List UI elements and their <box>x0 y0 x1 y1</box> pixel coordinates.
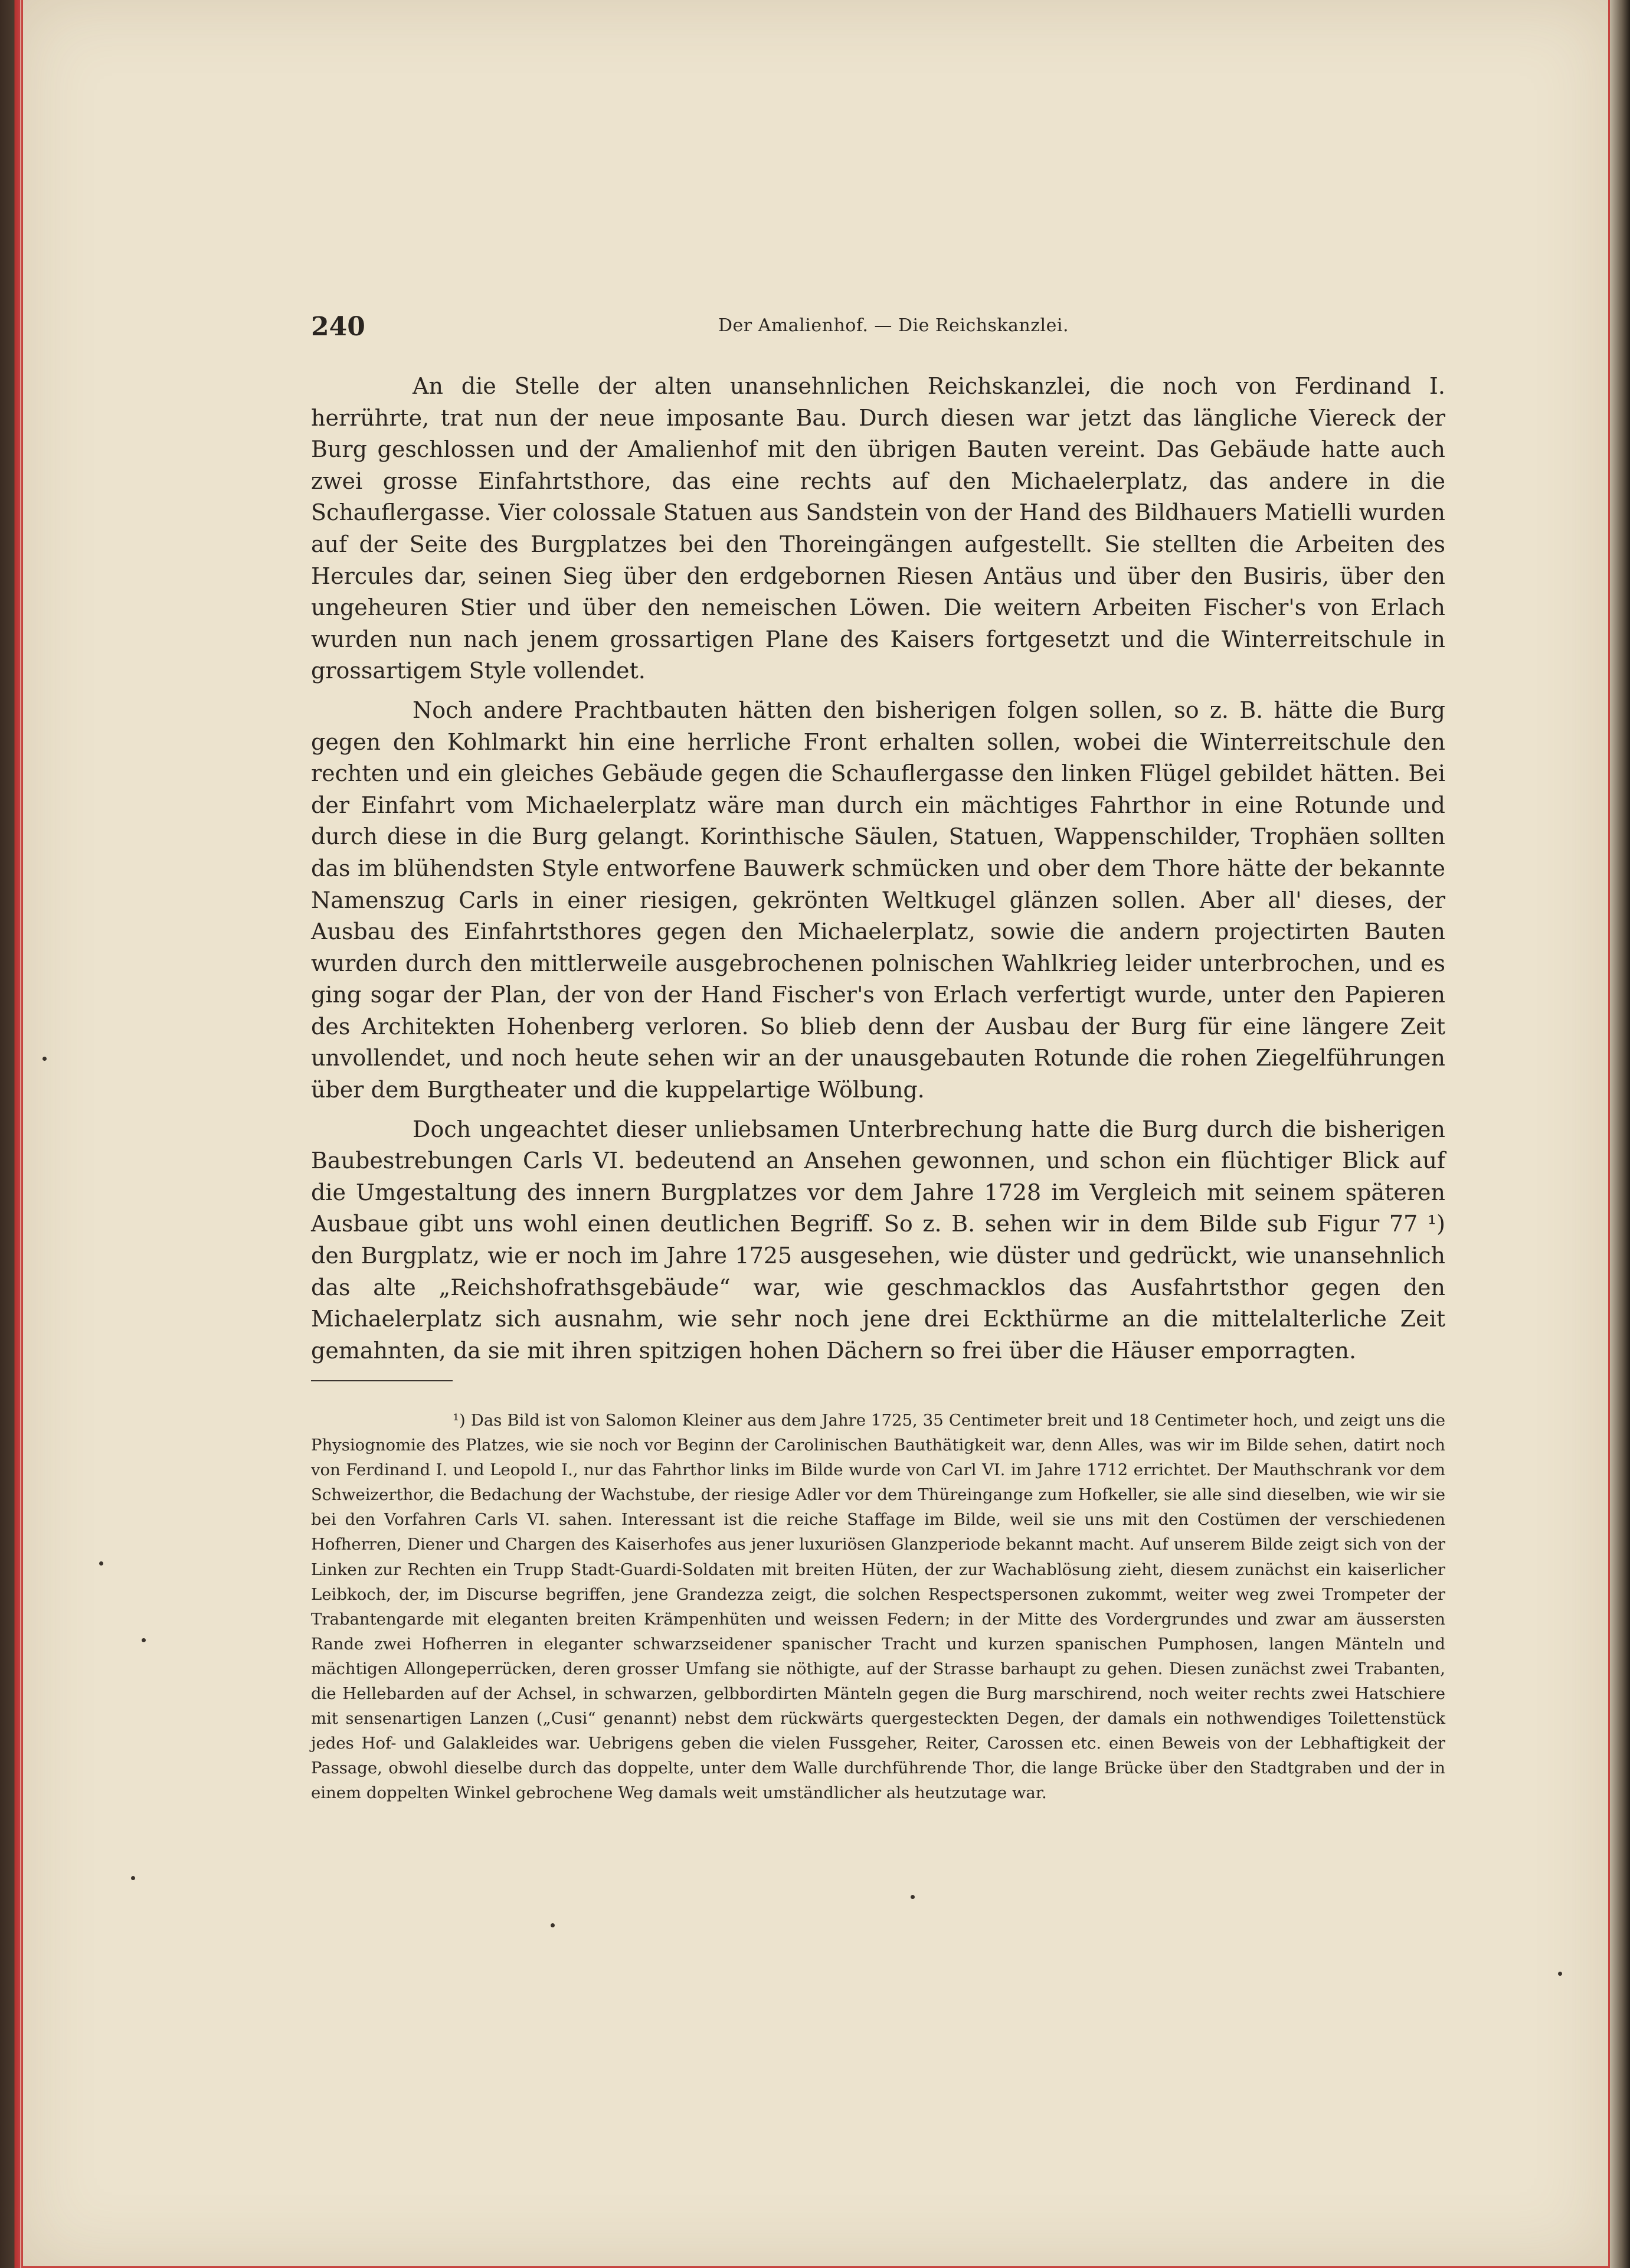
paragraph-2: Noch andere Prachtbauten hätten den bisherigen folgen sollen, so z. B. hätte die Burg gegen den Kohlmarkt hin eine herrliche Front erhalten sollen, wobei die Winterreitschule den rechten und ein gleiches Gebäude gegen die Schauflergasse den linken Flügel gebildet hätten. Bei der Einfahrt vom Michaelerplatz wäre man durch ein mächtiges Fahrthor in eine Rotunde und durch diese in die Burg gelangt. Korinthische Säulen, Statuen, Wappenschilder, Trophäen sollten das im blühendsten Style entworfene Bauwerk schmücken und ober dem Thore hätte der bekannte Namenszug Carls in einer riesigen, gekrönten Weltkugel glänzen sollen. Aber all' dieses, der Ausbau des Einfahrtsthores gegen den Michaelerplatz, sowie die andern projectirten Bauten wurden durch den mittlerweile ausgebrochenen polnischen Wahlkrieg leider unterbrochen, und es ging sogar der Plan, der von der Hand Fischer's von Erlach verfertigt wurde, unter den Papieren des Architekten Hohenberg verloren. So blieb denn der Ausbau der Burg für eine längere Zeit unvollendet, und noch heute sehen wir an der unausgebauten Rotunde die rohen Ziegelführungen über dem Burgtheater und die kuppelartige Wölbung. <box>311 697 1445 1103</box>
print-speck <box>99 1561 103 1566</box>
print-speck <box>1558 1972 1562 1976</box>
print-speck <box>142 1638 146 1642</box>
running-title: Der Amalienhof. — Die Reichskanzlei. <box>718 315 1069 336</box>
page-header <box>311 312 1406 347</box>
paragraph-3: Doch ungeachtet dieser unliebsamen Unterbrechung hatte die Burg durch die bisherigen Baubestrebungen Carls VI. bedeutend an Ansehen gewonnen, und schon ein flüchtiger Blick auf die Umgestaltung des innern Burgplatzes vor dem Jahre 1728 im Vergleich mit seinem späteren Ausbaue gibt uns wohl einen deutlichen Begriff. So z. B. sehen wir in dem Bilde sub Figur 77 ¹) den Burgplatz, wie er noch im Jahre 1725 ausgesehen, wie düster und gedrückt, wie unansehnlich das alte „Reichshofrathsgebäude“ war, wie geschmacklos das Ausfahrtsthor gegen den Michaelerplatz sich ausnahm, wie sehr noch jene drei Eckthürme an die mittelalterliche Zeit gemahnten, da sie mit ihren spitzigen hohen Dächern so frei über die Häuser emporragten. <box>311 1116 1445 1364</box>
page-number: 240 <box>311 312 365 342</box>
main-text <box>311 371 1445 1367</box>
paragraph-1: An die Stelle der alten unansehnlichen Reichskanzlei, die noch von Ferdinand I. herrührte, trat nun der neue imposante Bau. Durch diesen war jetzt das längliche Viereck der Burg geschlossen und der Amalienhof mit den übrigen Bauten vereint. Das Gebäude hatte auch zwei grosse Einfahrtsthore, das eine rechts auf den Michaelerplatz, das andere in die Schauflergasse. Vier colossale Statuen aus Sandstein von der Hand des Bildhauers Matielli wurden auf der Seite des Burgplatzes bei den Thoreingängen aufgestellt. Sie stellten die Arbeiten des Hercules dar, seinen Sieg über den erdgebornen Riesen Antäus und über den Busiris, über den ungeheuren Stier und über den nemeischen Löwen. Die weitern Arbeiten Fischer's von Erlach wurden nun nach jenem grossartigen Plane des Kaisers fortgesetzt und die Winterreitschule in grossartigem Style vollendet. <box>311 373 1445 684</box>
footnote-1: ¹) Das Bild ist von Salomon Kleiner aus dem Jahre 1725, 35 Centimeter breit und 18 Centimeter hoch, und zeigt uns die Physiognomie des Platzes, wie sie noch vor Beginn der Carolinischen Bauthätigkeit war, denn Alles, was wir im Bilde sehen, datirt noch von Ferdinand I. und Leopold I., nur das Fahrthor links im Bilde wurde von Carl VI. im Jahre 1712 errichtet. Der Mauthschrank vor dem Schweizerthor, die Bedachung der Wachstube, der riesige Adler vor dem Thüreingange zum Hofkeller, sie alle sind dieselben, wie wir sie bei den Vorfahren Carls VI. sahen. Interessant ist die reiche Staffage im Bilde, weil sie uns mit den Costümen der verschiedenen Hofherren, Diener und Chargen des Kaiserhofes aus jener luxuriösen Glanzperiode bekannt macht. Auf unserem Bilde zeigt sich von der Linken zur Rechten ein Trupp Stadt-Guardi-Soldaten mit breiten Hüten, der zur Wachablösung zieht, diesem zunächst ein kaiserlicher Leibkoch, der, im Discurse begriffen, jene Grandezza zeigt, die solchen Respectspersonen zukommt, weiter weg zwei Trompeter der Trabantengarde mit eleganten breiten Krämpenhüten und weissen Federn; in der Mitte des Vordergrundes und zwar am äussersten Rande zwei Hofherren in eleganter schwarzseidener spanischer Tracht und kurzen spanischen Pumphosen, langen Mänteln und mächtigen Allongeperrücken, deren grosser Umfang sie nöthigte, auf der Strasse barhaupt zu gehen. Diesen zunächst zwei Trabanten, die Hellebarden auf der Achsel, in schwarzen, gelbbordirten Mänteln gegen die Burg marschirend, noch weiter rechts zwei Hatschiere mit sensenartigen Lanzen („Cusi“ genannt) nebst dem rückwärts quergesteckten Degen, der damals ein nothwendiges Toilettenstück jedes Hof- und Galakleides war. Uebrigens geben die vielen Fussgeher, Reiter, Carossen etc. einen Beweis von der Lebhaftigkeit der Passage, obwohl dieselbe durch das doppelte, unter dem Walle durchführende Thor, die lange Brücke über den Stadtgraben und der in einem doppelten Winkel gebrochene Weg damals weit umständlicher als heutzutage war. <box>311 1411 1445 1803</box>
footnote-separator <box>311 1380 453 1381</box>
print-speck <box>42 1057 47 1061</box>
print-speck <box>911 1895 915 1899</box>
print-speck <box>131 1876 135 1880</box>
page-right-edge-shadow <box>1610 0 1630 2268</box>
print-speck <box>551 1923 555 1927</box>
